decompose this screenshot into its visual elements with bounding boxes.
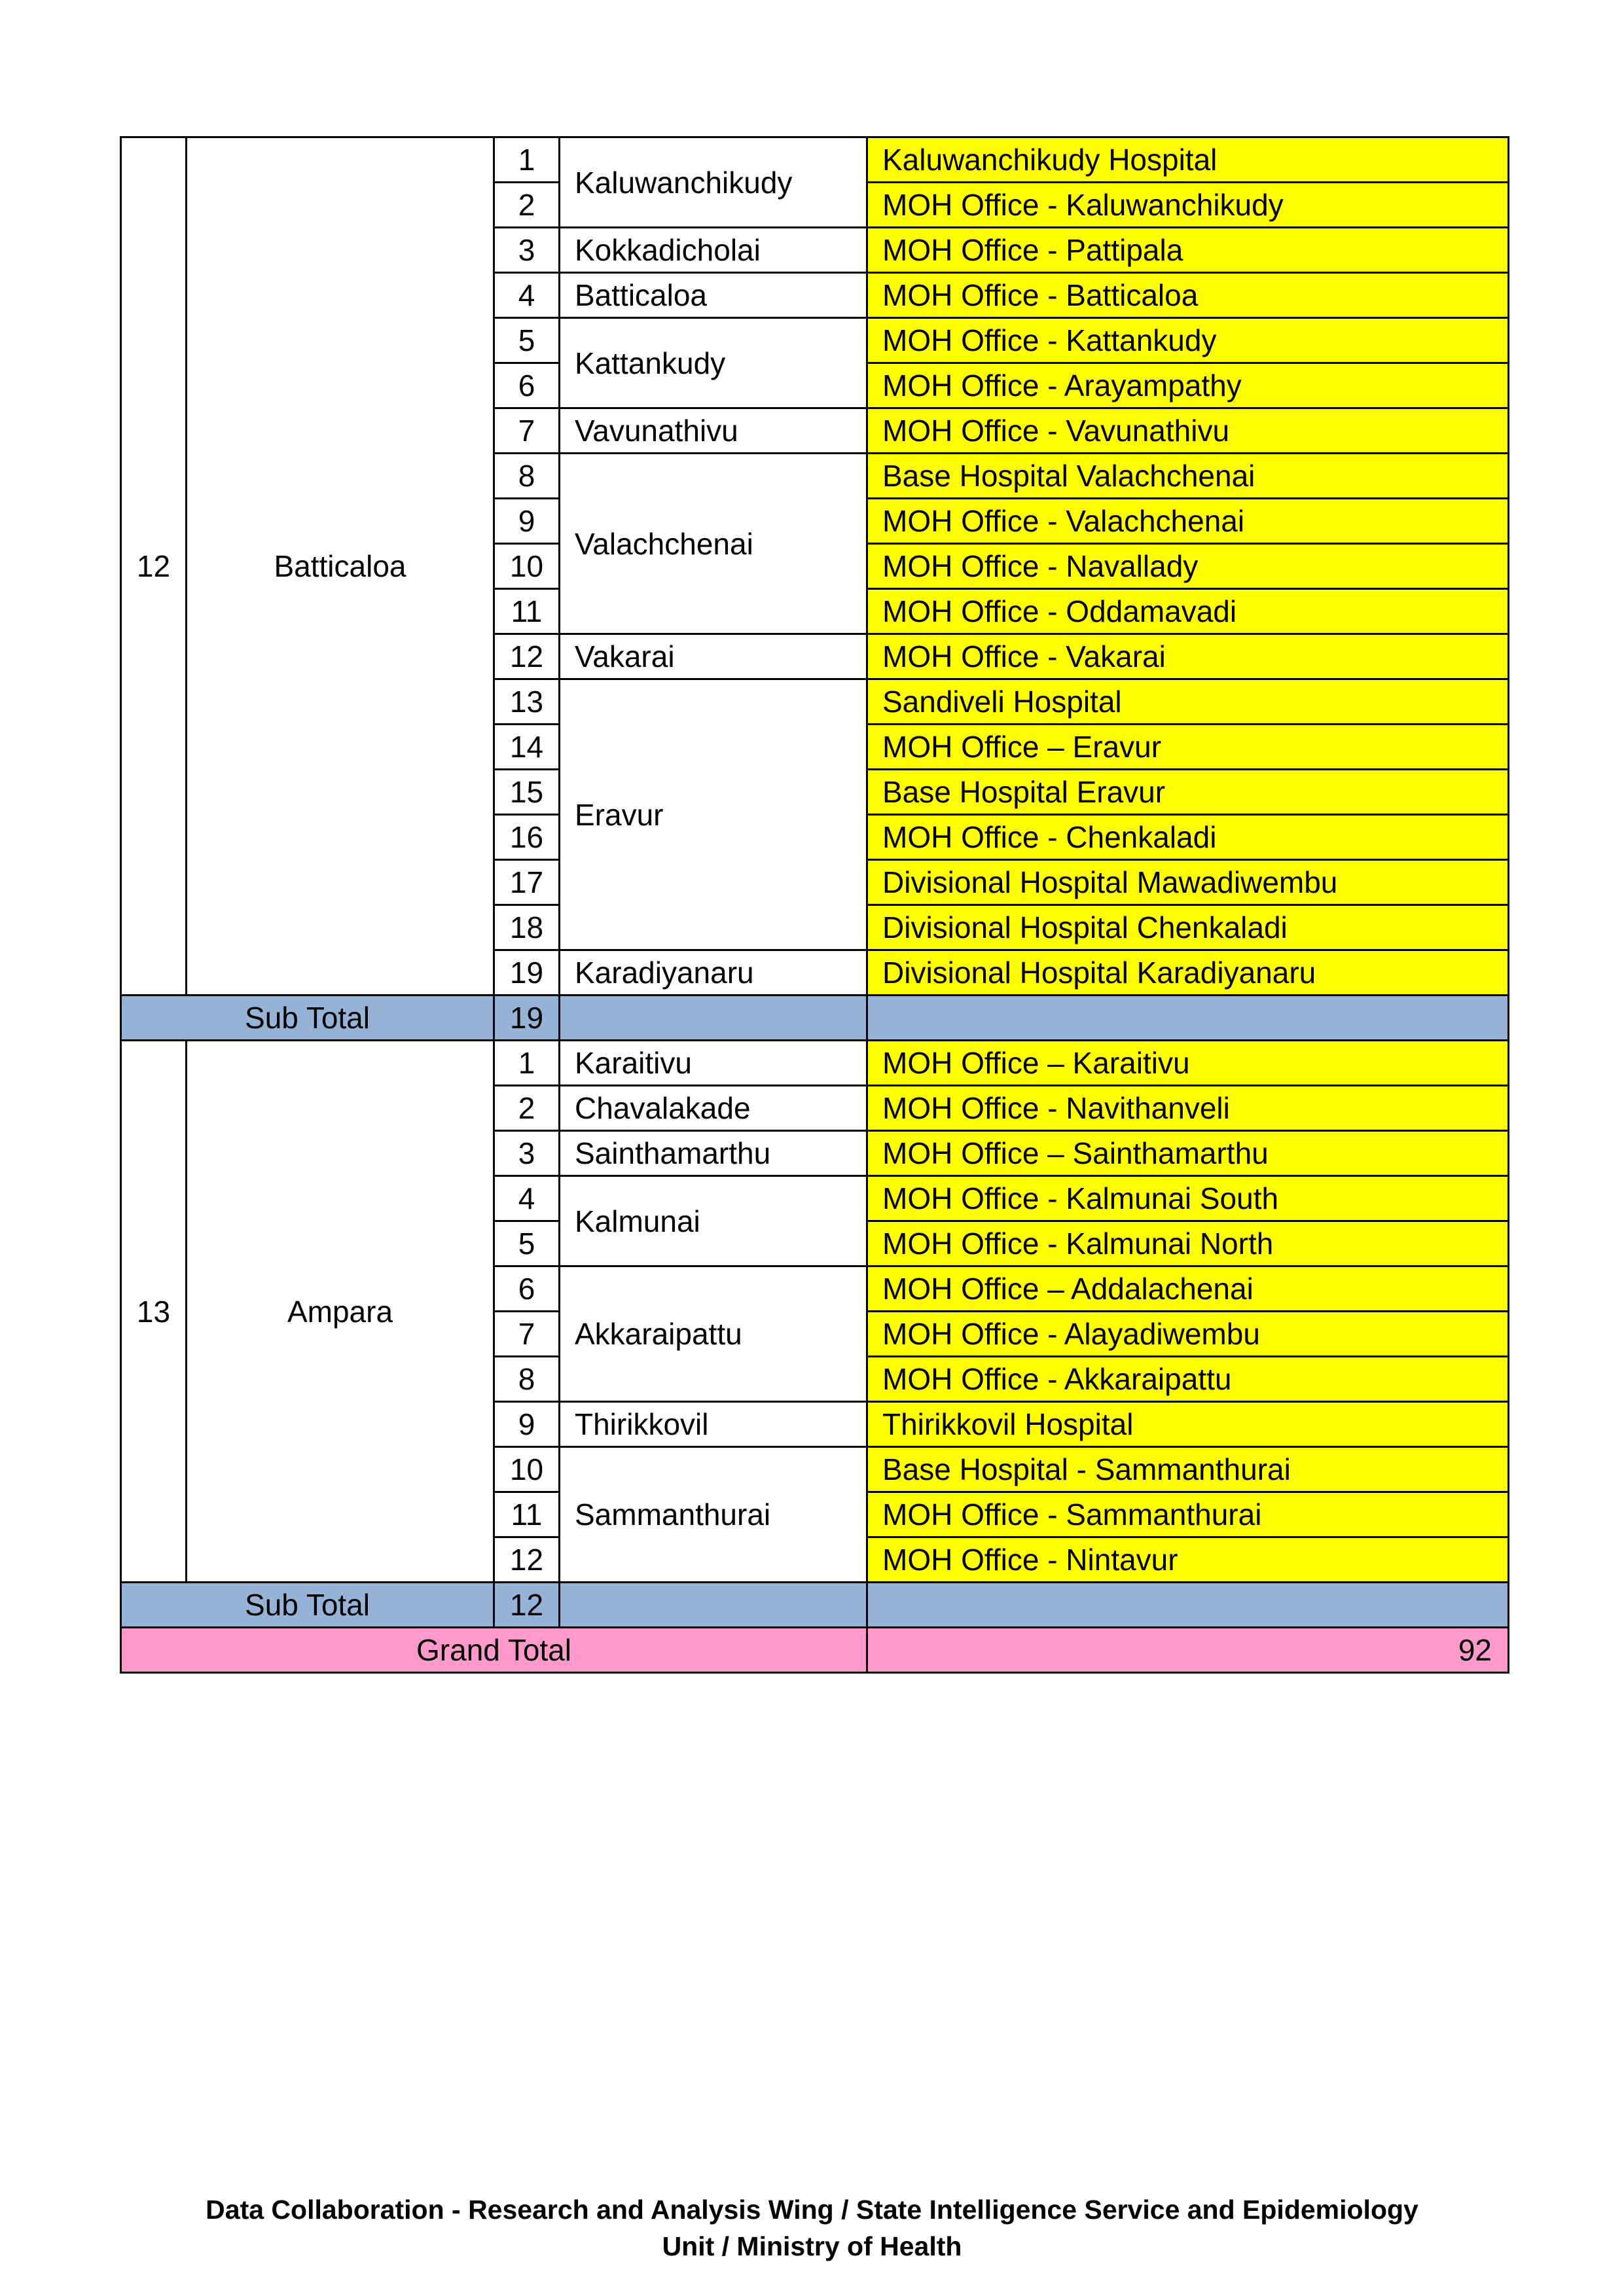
entry-number-cell: 17 xyxy=(494,860,560,905)
division-cell: Eravur xyxy=(560,679,867,950)
entry-number-cell: 11 xyxy=(494,1492,560,1537)
facility-cell: MOH Office - Kalmunai North xyxy=(867,1221,1509,1266)
facility-cell: Base Hospital Eravur xyxy=(867,770,1509,815)
entry-number-cell: 15 xyxy=(494,770,560,815)
region-number-cell: 12 xyxy=(121,137,187,996)
division-cell: Kaluwanchikudy xyxy=(560,137,867,228)
subtotal-label: Sub Total xyxy=(121,996,494,1041)
entry-number-cell: 12 xyxy=(494,1537,560,1583)
subtotal-row xyxy=(121,996,1509,1041)
division-cell: Sammanthurai xyxy=(560,1447,867,1583)
division-cell: Kattankudy xyxy=(560,318,867,408)
facility-cell: Sandiveli Hospital xyxy=(867,679,1509,725)
entry-number-cell: 8 xyxy=(494,1357,560,1402)
table-row xyxy=(121,1041,1509,1086)
entry-number-cell: 6 xyxy=(494,363,560,408)
entry-number-cell: 9 xyxy=(494,499,560,544)
entry-number-cell: 7 xyxy=(494,408,560,454)
facility-table xyxy=(120,136,1509,1674)
entry-number-cell: 2 xyxy=(494,1086,560,1131)
entry-number-cell: 2 xyxy=(494,183,560,228)
division-cell: Thirikkovil xyxy=(560,1402,867,1447)
entry-number-cell: 4 xyxy=(494,1176,560,1221)
facility-cell: MOH Office - Akkaraipattu xyxy=(867,1357,1509,1402)
facility-cell: MOH Office – Eravur xyxy=(867,725,1509,770)
entry-number-cell: 18 xyxy=(494,905,560,950)
grand-total-row xyxy=(121,1628,1509,1673)
footer-line-1: Data Collaboration - Research and Analysis Wing / State Intelligence Service and Epidemiology xyxy=(206,2195,1418,2225)
subtotal-empty-cell xyxy=(867,996,1509,1041)
facility-cell: Thirikkovil Hospital xyxy=(867,1402,1509,1447)
facility-cell: MOH Office - Pattipala xyxy=(867,228,1509,273)
division-cell: Akkaraipattu xyxy=(560,1266,867,1402)
grand-total-label: Grand Total xyxy=(121,1628,867,1673)
facility-cell: MOH Office - Navithanveli xyxy=(867,1086,1509,1131)
entry-number-cell: 8 xyxy=(494,454,560,499)
facility-cell: MOH Office - Vavunathivu xyxy=(867,408,1509,454)
division-cell: Karadiyanaru xyxy=(560,950,867,996)
entry-number-cell: 4 xyxy=(494,273,560,318)
facility-cell: MOH Office – Sainthamarthu xyxy=(867,1131,1509,1176)
page-footer xyxy=(0,2191,1624,2265)
facility-cell: MOH Office - Vakarai xyxy=(867,634,1509,679)
entry-number-cell: 11 xyxy=(494,589,560,634)
division-cell: Karaitivu xyxy=(560,1041,867,1086)
facility-cell: MOH Office - Kalmunai South xyxy=(867,1176,1509,1221)
facility-cell: MOH Office - Nintavur xyxy=(867,1537,1509,1583)
footer-line-2: Unit / Ministry of Health xyxy=(662,2231,962,2261)
entry-number-cell: 10 xyxy=(494,544,560,589)
division-cell: Vavunathivu xyxy=(560,408,867,454)
facility-cell: MOH Office - Chenkaladi xyxy=(867,815,1509,860)
facility-cell: MOH Office – Addalachenai xyxy=(867,1266,1509,1312)
division-cell: Valachchenai xyxy=(560,454,867,634)
division-cell: Sainthamarthu xyxy=(560,1131,867,1176)
subtotal-empty-cell xyxy=(560,996,867,1041)
facility-cell: Divisional Hospital Chenkaladi xyxy=(867,905,1509,950)
division-cell: Kokkadicholai xyxy=(560,228,867,273)
facility-cell: MOH Office - Kattankudy xyxy=(867,318,1509,363)
facility-cell: Divisional Hospital Mawadiwembu xyxy=(867,860,1509,905)
region-number-cell: 13 xyxy=(121,1041,187,1583)
entry-number-cell: 3 xyxy=(494,228,560,273)
subtotal-label: Sub Total xyxy=(121,1583,494,1628)
division-cell: Chavalakade xyxy=(560,1086,867,1131)
facility-cell: MOH Office - Kaluwanchikudy xyxy=(867,183,1509,228)
entry-number-cell: 9 xyxy=(494,1402,560,1447)
subtotal-row xyxy=(121,1583,1509,1628)
facility-cell: MOH Office – Karaitivu xyxy=(867,1041,1509,1086)
entry-number-cell: 13 xyxy=(494,679,560,725)
entry-number-cell: 6 xyxy=(494,1266,560,1312)
table-row xyxy=(121,137,1509,183)
district-cell: Batticaloa xyxy=(187,137,494,996)
entry-number-cell: 12 xyxy=(494,634,560,679)
entry-number-cell: 10 xyxy=(494,1447,560,1492)
facility-cell: MOH Office - Alayadiwembu xyxy=(867,1312,1509,1357)
entry-number-cell: 3 xyxy=(494,1131,560,1176)
facility-cell: MOH Office - Sammanthurai xyxy=(867,1492,1509,1537)
subtotal-empty-cell xyxy=(560,1583,867,1628)
entry-number-cell: 1 xyxy=(494,1041,560,1086)
facility-cell: MOH Office - Valachchenai xyxy=(867,499,1509,544)
district-cell: Ampara xyxy=(187,1041,494,1583)
entry-number-cell: 16 xyxy=(494,815,560,860)
entry-number-cell: 7 xyxy=(494,1312,560,1357)
entry-number-cell: 5 xyxy=(494,318,560,363)
subtotal-value: 19 xyxy=(494,996,560,1041)
entry-number-cell: 1 xyxy=(494,137,560,183)
facility-cell: MOH Office - Batticaloa xyxy=(867,273,1509,318)
facility-cell: Divisional Hospital Karadiyanaru xyxy=(867,950,1509,996)
entry-number-cell: 5 xyxy=(494,1221,560,1266)
entry-number-cell: 19 xyxy=(494,950,560,996)
facility-cell: MOH Office - Navallady xyxy=(867,544,1509,589)
facility-cell: MOH Office - Oddamavadi xyxy=(867,589,1509,634)
facility-cell: MOH Office - Arayampathy xyxy=(867,363,1509,408)
facility-cell: Base Hospital - Sammanthurai xyxy=(867,1447,1509,1492)
entry-number-cell: 14 xyxy=(494,725,560,770)
subtotal-value: 12 xyxy=(494,1583,560,1628)
facility-cell: Base Hospital Valachchenai xyxy=(867,454,1509,499)
subtotal-empty-cell xyxy=(867,1583,1509,1628)
facility-table-body xyxy=(121,137,1509,1673)
division-cell: Batticaloa xyxy=(560,273,867,318)
grand-total-value: 92 xyxy=(867,1628,1509,1673)
facility-cell: Kaluwanchikudy Hospital xyxy=(867,137,1509,183)
division-cell: Kalmunai xyxy=(560,1176,867,1266)
division-cell: Vakarai xyxy=(560,634,867,679)
